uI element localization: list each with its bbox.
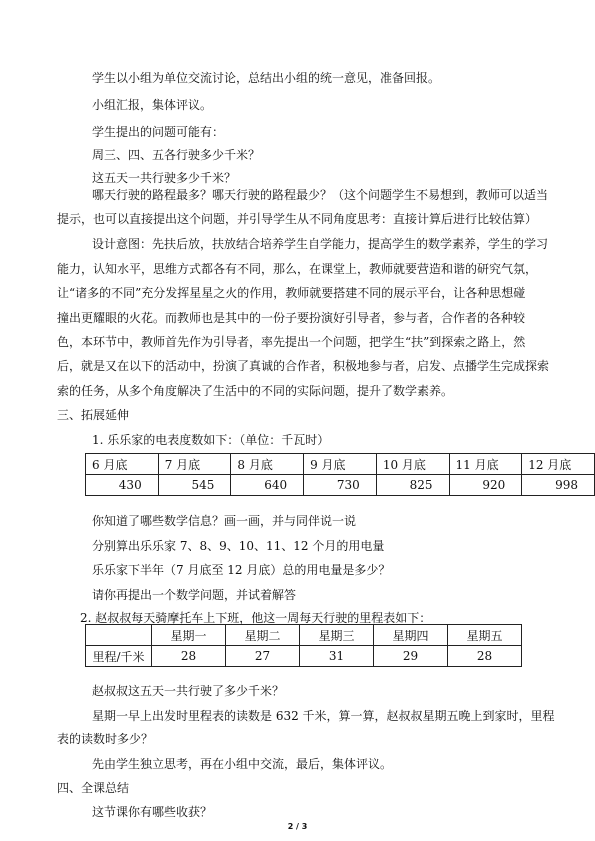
paragraph-line: 请你再提出一个数学问题，并试着解答: [92, 588, 297, 602]
table-header-cell: 星期五: [448, 625, 522, 646]
section-heading: 四、全课总结: [57, 781, 130, 795]
paragraph-line: 索的任务，从多个角度解决了生活中的不同的实际问题，提升了数学素养。: [57, 384, 454, 398]
table-header-cell: 11 月底: [449, 454, 522, 475]
exercise-prompt: 1. 乐乐家的电表度数如下：（单位：千瓦时）: [92, 433, 330, 447]
table-header-cell: 9 月底: [304, 454, 377, 475]
paragraph-line: 周三、四、五各行驶多少千米？: [92, 148, 261, 162]
table-cell: 545: [158, 475, 231, 496]
table-row-label: 里程/千米: [86, 646, 152, 667]
paragraph-line: 设计意图：先扶后放，扶放结合培养学生自学能力，提高学生的数学素养，学生的学习: [92, 237, 549, 251]
table-cell: 730: [304, 475, 377, 496]
table-cell: 920: [449, 475, 522, 496]
table-cell: 28: [152, 646, 226, 667]
table-corner-cell: [86, 625, 152, 646]
paragraph-line: 后，就是又在以下的活动中，扮演了真诚的合作者，积极地参与者，启发、点播学生完成探索: [57, 359, 550, 373]
paragraph-line: 撞出更耀眼的火花。而教师也是其中的一份子要扮演好引导者，参与者，合作者的各种较: [57, 311, 526, 325]
page-number: 2 / 3: [287, 822, 308, 831]
table-cell: 430: [86, 475, 159, 496]
paragraph-line: 分别算出乐乐家 7、8、9、10、11、12 个月的用电量: [92, 539, 385, 553]
paragraph-line: 让“诸多的不同”充分发挥星星之火的作用，教师就要搭建不同的展示平台，让各种思想碰: [57, 286, 526, 300]
table-header-cell: 星期三: [300, 625, 374, 646]
paragraph-line: 你知道了哪些数学信息？画一画，并与同伴说一说: [92, 514, 357, 528]
table-cell: 29: [374, 646, 448, 667]
paragraph-line: 星期一早上出发时里程表的读数是 632 千米，算一算，赵叔叔星期五晚上到家时，里程: [92, 709, 555, 723]
table-cell: 27: [226, 646, 300, 667]
exercise-prompt: 2. 赵叔叔每天骑摩托车上下班，他这一周每天行驶的里程表如下：: [80, 611, 432, 625]
table-cell: 998: [522, 475, 595, 496]
paragraph-line: 能力，认知水平，思维方式都各有不同，那么，在课堂上，教师就要营造和谐的研究气氛，: [57, 262, 538, 276]
table-cell: 28: [448, 646, 522, 667]
table-cell: 825: [376, 475, 449, 496]
table-header-cell: 星期二: [226, 625, 300, 646]
paragraph-line: 提示，也可以直接提出这个问题，并引导学生从不同角度思考：直接计算后进行比较估算）: [57, 212, 538, 226]
table-cell: 31: [300, 646, 374, 667]
paragraph-line: 学生以小组为单位交流讨论，总结出小组的统一意见，准备回报。: [92, 71, 441, 85]
paragraph-line: 赵叔叔这五天一共行驶了多少千米？: [92, 684, 285, 698]
paragraph-line: 小组汇报，集体评议。: [92, 98, 213, 112]
paragraph-line: 哪天行驶的路程最多？哪天行驶的路程最少？（这个问题学生不易想到，教师可以适当: [92, 188, 549, 202]
meter-reading-table: [85, 453, 595, 496]
paragraph-line: 这节课你有哪些收获？: [92, 805, 213, 819]
paragraph-line: 先由学生独立思考，再在小组中交流，最后，集体评议。: [92, 757, 393, 771]
table-header-cell: 6 月底: [86, 454, 159, 475]
table-header-cell: 7 月底: [158, 454, 231, 475]
table-header-cell: 星期一: [152, 625, 226, 646]
table-header-cell: 星期四: [374, 625, 448, 646]
paragraph-line: 乐乐家下半年（7 月底至 12 月底）总的用电量是多少？: [92, 563, 391, 577]
table-header-cell: 8 月底: [231, 454, 304, 475]
table-header-cell: 10 月底: [376, 454, 449, 475]
section-heading: 三、拓展延伸: [57, 408, 130, 422]
paragraph-line: 色，本环节中，教师首先作为引导者，率先提出一个问题，把学生“扶”到探索之路上，然: [57, 335, 526, 349]
table-cell: 640: [231, 475, 304, 496]
mileage-table: [85, 624, 522, 667]
paragraph-line: 表的读数时多少？: [57, 732, 154, 746]
paragraph-line: 学生提出的问题可能有：: [92, 125, 225, 139]
paragraph-line: 这五天一共行驶多少千米？: [92, 171, 237, 185]
table-header-cell: 12 月底: [522, 454, 595, 475]
